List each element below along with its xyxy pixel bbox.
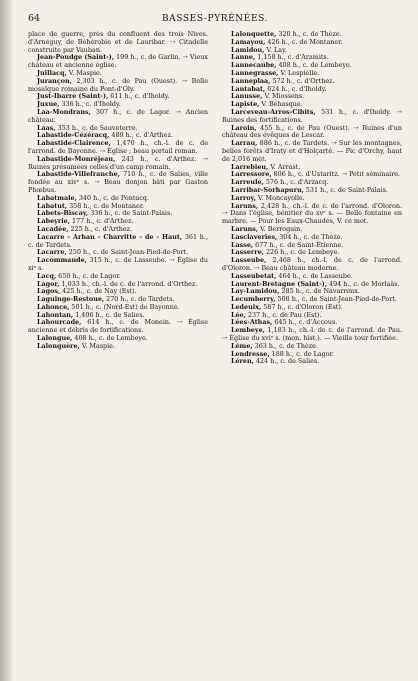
entry-headword: Lahourcade, [37,318,82,327]
entry-headword: Lalonquère, [37,341,80,350]
entry-headword: Laruns, [231,224,259,233]
entry-text: V. Maspie. [79,341,115,350]
entry-headword: Lamayou, [231,37,266,46]
entry-text: 1,470 h., ch.-l. de c. de l'arrond. de Bayonne. ⇢ Église ; beau portail roman. [28,139,208,155]
gazetteer-entry [28,109,208,125]
entry-text: 315 h., c. de Lasseube. ⇢ Église du xiᵉ s. [28,256,208,272]
entry-text: 650 h., c. de Lagor. [56,271,121,280]
entry-text: 270 h., c. de Tardets. [104,295,175,304]
entry-headword: Labatut, [37,201,68,210]
entry-headword: Lalonquette, [231,30,277,38]
entry-headword: Labastide-Cézéracq, [37,131,110,140]
entry-headword: Larroy, [231,193,256,202]
entry-text: 243 h., c. d'Arthez. ⇢ Ruines présumées celles d'un camp romain. [28,154,208,171]
entry-headword: Lahonce, [37,302,70,311]
entry-text: 2,468 h., ch.-l. de c. de l'arrond. d'Oloron. ⇢ Beau château moderne. [222,256,402,272]
entry-text: V. Maspie. [66,68,102,77]
entry-text: 572 h., c. d'Orthez. [270,76,335,85]
entry-text: V. Arrast. [268,162,301,171]
entry-headword: Labastide-Monréjeau, [37,154,116,163]
entry-text: V. Berrogain. [258,224,303,233]
entry-text: 199 h., c. de Garlin. ⇢ Vieux château et ancienne église. [28,53,208,70]
binding-shadow [0,0,14,681]
entry-headword: Lanusse, [231,92,263,101]
entry-text: 353 h., c. de Sauveterre. [55,123,138,132]
entry-headword: Larrau, [231,139,258,148]
entry-text: 587 h., c. d'Oloron (Est). [261,302,343,311]
entry-text: V. Miossens. [262,92,305,101]
entry-text: 250 h., c. de Saint-Jean-Pied-de-Port. [66,248,189,257]
entry-headword: Lagos, [37,287,61,296]
gazetteer-entry [28,171,208,194]
entry-headword: Lasseubetat, [231,271,277,280]
gazetteer-columns [28,31,402,366]
entry-text: V. Lespielle. [278,68,320,77]
entry-headword: Larribar-Sorhapuru, [231,185,304,194]
entry-headword: Juillacq, [37,68,67,77]
entry-headword: Lannegrasse, [231,68,279,77]
gazetteer-entry [28,234,208,250]
entry-text: 361 h., c. de Tardets. [28,232,208,249]
entry-text: 710 h., c. de Salies, ville fondée au xivᵉ s. ⇢ Beau donjon bâti par Gaston Phœbus. [28,170,208,194]
gazetteer-entry [222,327,402,343]
gazetteer-entry [222,257,402,273]
entry-headword: Léren, [231,357,254,366]
entry-text: place de guerre, près du confluent des trois Nives. d'Arnéguy, de Béhérobie et de Lauribar. ⇢ Citadelle construite par Vauban. [28,30,208,54]
entry-text: 1,158 h., c. d'Aramits. [255,53,329,62]
entry-headword: Lapiste, [231,100,260,109]
entry-headword: Laa-Mondrans, [37,107,91,116]
entry-headword: Lanne, [231,53,256,62]
entry-headword: Lahontan, [37,310,74,319]
entry-headword: Laroin, [231,123,257,132]
entry-text: V. Lay. [264,45,287,54]
entry-text: 1,183 h., ch.-l. de c. de l'arrond. de Pau. ⇢ Église du xviᵉ s. (mon. hist.). — Vieille tour fortifiée. [222,326,402,343]
running-title: BASSES-PYRÉNÉES. [161,14,269,24]
entry-text: 531 h., c. de Saint-Palais. [303,185,388,194]
entry-headword: Labatmale, [37,193,77,202]
entry-text: V. Béhasque. [259,100,303,109]
gazetteer-entry [222,109,402,125]
gazetteer-entry [28,343,208,351]
entry-text: 576 h., c. d'Arzacq. [263,178,329,187]
entry-text: 425 h., c. de Nay (Est). [60,287,137,296]
entry-text: 226 h., c. de Lembeye. [263,248,340,257]
entry-headword: Lacq, [37,271,57,280]
entry-headword: Lée, [231,310,246,319]
entry-headword: Lecumberry, [231,295,276,304]
page-header [28,13,402,29]
right-column [222,31,402,366]
entry-headword: Laruns, [231,201,259,210]
entry-text: 424 h., c. de Salies. [253,357,320,366]
entry-headword: Lembeye, [231,326,265,335]
left-column [28,31,208,366]
entry-headword: Lendresse, [231,349,270,358]
entry-headword: Labets-Biscay, [37,209,89,218]
entry-text: 237 h., c. de Pau (Est). [245,310,322,319]
entry-text: 336 h., c. de Saint-Palais. [88,209,173,218]
entry-text: 307 h., c. de Lagor. ⇢ Ancien château. [28,107,208,124]
entry-text: 336 h., c. d'Iholdy. [59,100,121,109]
entry-text: 426 h., c. de Montaner. [265,37,343,46]
entry-text: 501 h., c. (Nord-Est) de Bayonne. [69,302,180,311]
entry-headword: Lacarre - Arhan - Charritte - de - Haut, [37,232,183,241]
entry-headword: Labastide-Villefranche, [37,170,120,179]
entry-headword: Jurançon, [37,76,72,85]
entry-text: 614 h., c. de Monein. ⇢ Église ancienne et débris de fortifications. [28,318,208,335]
entry-text: 285 h., c. de Navarrenx. [279,287,360,296]
entry-text: 1,033 h., ch.-l. de c. de l'arrond. d'Orthez. [59,279,198,288]
entry-text: 363 h., c. de Thèze. [252,341,318,350]
gazetteer-entry [28,156,208,172]
entry-headword: Lées-Athas, [231,318,273,327]
entry-headword: Laguinge-Restoue, [37,295,105,304]
entry-text: 2,303 h., c. de Pau (Ouest). ⇢ Belle mosaïque romaine du Pont-d'Oly. [28,76,208,93]
entry-text: 645 h., c. d'Accous. [272,318,338,327]
entry-headword: Lasserre, [231,248,264,257]
entry-text: 494 h., c. de Morlaàs. [327,279,400,288]
entry-text: V. Moncayolle. [255,193,305,202]
entry-headword: Juxue, [37,100,60,109]
entry-text: 455 h., c. de Pau (Ouest). ⇢ Ruines d'un château des évêques de Lescar. [222,123,402,140]
entry-headword: Lay-Lamidou, [231,287,280,296]
entry-headword: Lanneplaa, [231,76,271,85]
gazetteer-entry [222,203,402,226]
entry-headword: Larrebieu, [231,162,269,171]
entry-text: 611 h., c. d'Iholdy. [108,92,170,101]
entry-headword: Ledeuix, [231,302,262,311]
entry-headword: Laurent-Bretagne (Saint-), [231,279,328,288]
entry-text: 464 h., c. de Lasseube. [276,271,353,280]
entry-text: 358 h., c. de Montaner. [67,201,145,210]
entry-text: 1,406 h., c. de Salies. [73,310,145,319]
entry-text: 225 h., c. d'Arthez. [68,224,132,233]
entry-text: 677 h., c. de Saint-Étienne. [253,240,344,249]
gazetteer-entry [28,257,208,273]
entry-headword: Larceveau-Arros-Cibits, [231,107,316,116]
entry-headword: Lasclaveries, [231,232,278,241]
entry-headword: Lasse, [231,240,254,249]
gazetteer-entry [28,140,208,156]
entry-headword: Lacadée, [37,224,69,233]
entry-text: 624 h., c. d'Iholdy. [265,84,327,93]
entry-text: 2,428 h., ch.-l. de c. de l'arrond. d'Oloron. ⇢ Dans l'église, bénitier du xvᵉ s. — Belle fontaine en marbre. — Pour les Eaux-Chaudes, V. ce mot. [222,201,402,226]
entry-headword: Lalongue, [37,334,73,343]
entry-text: 886 h., c. de Tardets. ⇢ Sur les montagnes, belles forêts d'Iraty et d'Holçarté. — Pic d'Orchy, haut de 2,016 mèt. [222,139,402,163]
entry-text: 320 h., c. de Thèze. [276,30,342,38]
entry-headword: Lagor, [37,279,60,288]
entry-text: 340 h., c. de Pontacq. [76,193,149,202]
entry-headword: Lasseube, [231,256,267,265]
entry-text: 806 h., c. d'Ustaritz. ⇢ Petit séminaire. [271,170,401,179]
entry-headword: Jean-Poudge (Saint-), [37,53,115,62]
entry-text: 489 h., c. d'Arthez. [109,131,173,140]
entry-text: 188 h., c. de Lagor. [269,349,334,358]
gazetteer-entry [28,319,208,335]
entry-headword: Larressore, [231,170,272,179]
entry-headword: Larreule, [231,178,264,187]
entry-headword: Lamidou, [231,45,265,54]
entry-text: 408 h., c. de Lembeye. [276,61,352,70]
entry-text: 304 h., c. de Thèze. [277,232,343,241]
entry-headword: Labastide-Clairence, [37,139,111,148]
entry-headword: Labeyrie, [37,217,70,226]
entry-headword: Laas, [37,123,56,132]
entry-text: 408 h., c. de Lembeye. [72,334,148,343]
entry-headword: Lannecaube, [231,61,277,70]
gazetteer-entry [222,140,402,163]
entry-headword: Lacommande, [37,256,87,265]
entry-headword: Lacarre, [37,248,67,257]
gazetteer-entry [222,125,402,141]
page-number: 64 [28,13,41,24]
gazetteer-entry [28,54,208,70]
entry-text: 177 h., c. d'Arthez. [69,217,134,226]
entry-headword: Lème, [231,341,253,350]
gazetteer-entry [28,78,208,94]
gazetteer-entry [222,358,402,366]
entry-headword: Just-Ibarre (Saint-), [37,92,109,101]
entry-text: 508 h., c. de Saint-Jean-Pied-de-Port. [275,295,397,304]
gazetteer-entry [28,31,208,54]
entry-text: 531 h., c. d'Iholdy. ⇢ Ruines des fortifications. [222,107,402,124]
entry-headword: Lantabat, [231,84,266,93]
